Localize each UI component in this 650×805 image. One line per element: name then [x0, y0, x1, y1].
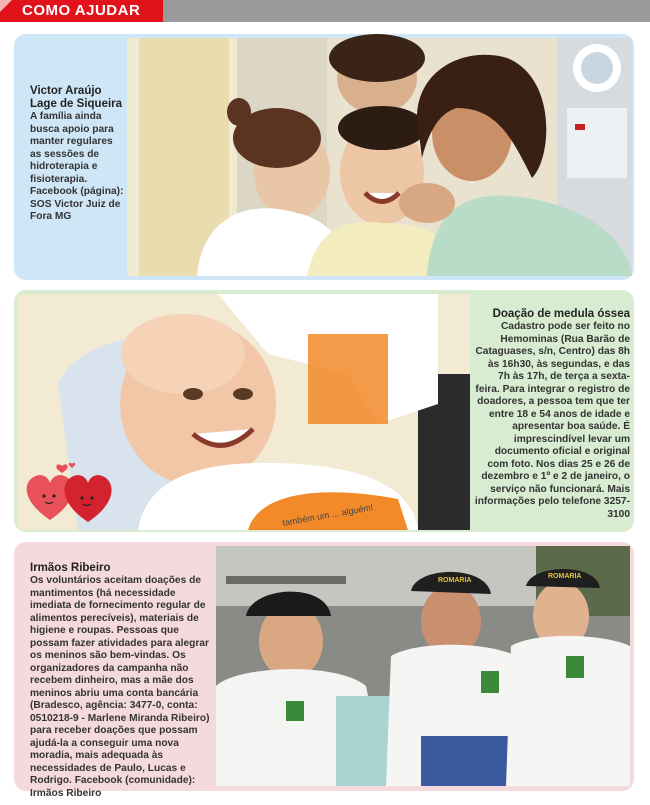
- photo-irmaos: [216, 546, 630, 786]
- shirt-print: também um ... alguém!: [281, 502, 374, 528]
- photo-victor: [127, 38, 632, 276]
- hearts-illustration: [20, 458, 120, 528]
- card-medula-text: [474, 308, 630, 521]
- card-victor-text: [30, 85, 126, 224]
- card-victor: [14, 34, 634, 280]
- cap-print-right: ROMARIA: [548, 573, 582, 580]
- photo-irmaos-image: [216, 546, 630, 786]
- photo-victor-image: [127, 38, 632, 276]
- section-header-title: COMO AJUDAR: [22, 2, 141, 19]
- cap-print-middle: ROMARIA: [438, 577, 472, 584]
- card-medula-body: Cadastro pode ser feito no Hemominas (Rua Barão de Cataguases, s/n, Centro) das 8h às 16h30, às segundas, e das 7h às 17h, de terça a sexta-feira. Para integrar o registro de doadores, a pessoa tem que ter entre 18 e 54 anos de idade e apresentar boa saúde. É imprescindível levar um documento oficial e original com foto. Nos dias 25 e 26 de dezembro e 1º e 2 de janeiro, o serviço não funcionará. Mais informações pelo telefone 3257-3100: [474, 321, 630, 520]
- card-irmaos: [14, 542, 634, 799]
- card-irmaos-text: [30, 562, 213, 800]
- card-victor-body: A família ainda busca apoio para manter regulares as sessões de hidroterapia e fisioterapia. Facebook (página): SOS Victor Juiz de Fora MG: [30, 111, 124, 222]
- card-irmaos-title: Irmãos Ribeiro: [30, 562, 111, 574]
- header-corner: [0, 0, 12, 12]
- card-medula-title: Doação de medula óssea: [492, 308, 630, 320]
- card-irmaos-body: Os voluntários aceitam doações de mantimentos (há necessidade imediata de fornecimento regular de alimentos perecíveis), materiais de higiene e roupas. Pessoas que possam fazer atividades para alegrar os meninos são bem-vindas. Os organizadores da campanha não recebem dinheiro, mas a mãe dos meninos abriu uma conta bancária (Bradesco, agência: 3477-0, conta: 0510218-9 - Marlene Miranda Ribeiro) para receber doações que possam ajudá-la a conseguir uma nova moradia, mais adequada às necessidades de Paulo, Lucas e Rodrigo. Facebook (comunidade): Irmãos Ribeiro: [30, 575, 210, 799]
- card-medula: [14, 290, 634, 532]
- section-header: [0, 0, 163, 22]
- hearts-icon: [20, 458, 120, 528]
- card-victor-title: Victor Araújo Lage de Siqueira: [30, 85, 123, 110]
